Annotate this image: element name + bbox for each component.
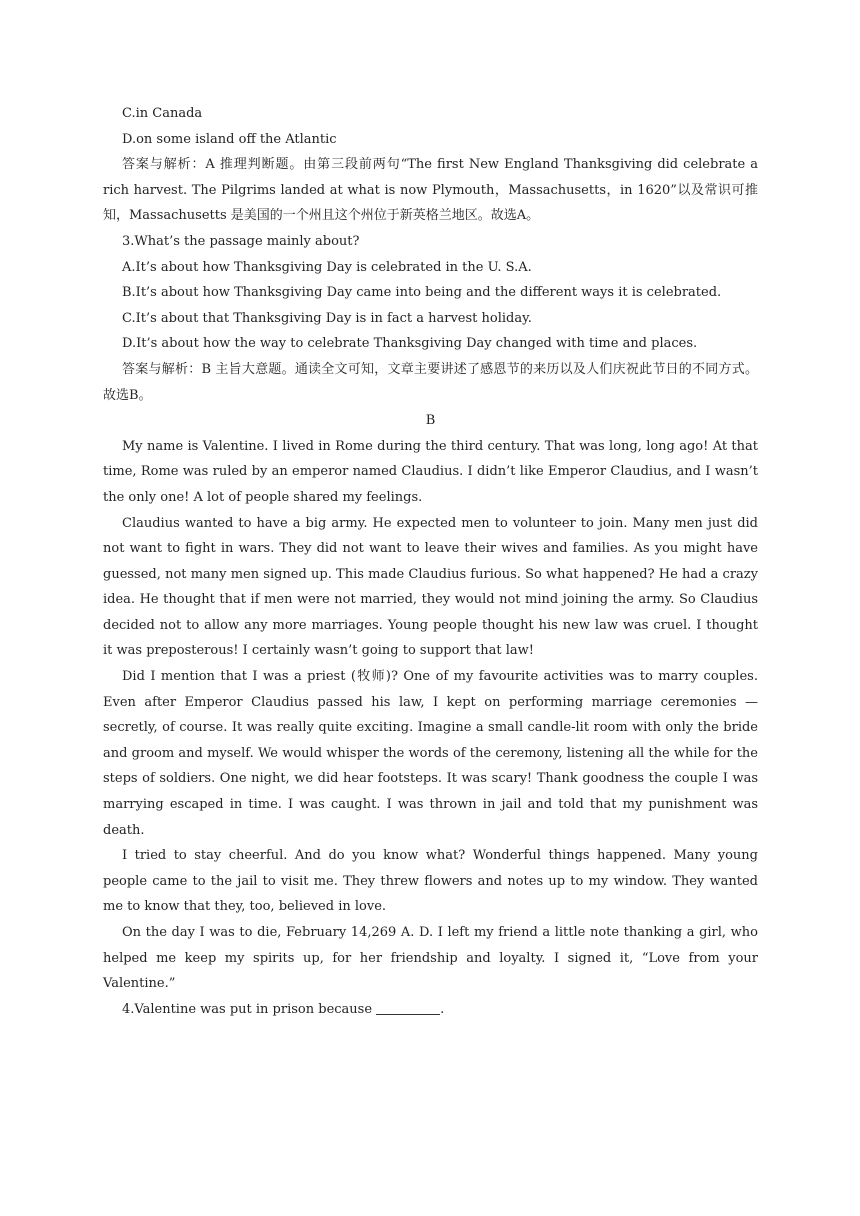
section-heading: B <box>425 413 436 429</box>
question-3: 3.What’s the passage mainly about? <box>122 233 360 249</box>
question-4 <box>103 997 758 1023</box>
passage-paragraph-2: Claudius wanted to have a big army. He expected men to volunteer to join. Many men just did not want to fight in wars. They did not want to leave their wives and families. As you might have guessed, not many men signed up. This made Claudius furious. So what happened? He had a crazy idea. He thought that if men were not married, they would not mind joining the army. So Claudius decided not to allow any more marriages. Young people thought his new law was cruel. I thought it was preposterous! I certainly wasn’t going to support that law! <box>103 515 758 659</box>
question-4-text: 4.Valentine was put in prison because <box>122 1001 373 1017</box>
passage-paragraph-1: My name is Valentine. I lived in Rome during the third century. That was long, long ago! At that time, Rome was ruled by an emperor named Claudius. I didn’t like Emperor Claudius, and I wasn’t the only one! A lot of people shared my feelings. <box>103 438 758 505</box>
document-page <box>103 101 758 1022</box>
answer-explanation-2: 答案与解析：A 推理判断题。由第三段前两句“The first New England Thanksgiving did celebrate a rich harvest. The Pilgrims landed at what is now Plymouth，Massachusetts，in 1620”以及常识可推知，Massachusetts 是美国的一个州且这个州位于新英格兰地区。故选A。 <box>103 157 758 224</box>
q3-option-b: B.It’s about how Thanksgiving Day came into being and the different ways it is celebrated. <box>122 285 722 301</box>
passage-paragraph-4: I tried to stay cheerful. And do you know what? Wonderful things happened. Many young people came to the jail to visit me. They threw flowers and notes up to my window. They wanted me to know that they, too, believed in love. <box>103 848 758 915</box>
question-4-end: . <box>440 1001 445 1017</box>
passage-paragraph-3: Did I mention that I was a priest (牧师)? One of my favourite activities was to marry couples. Even after Emperor Claudius passed his law, I kept on performing marriage ceremonies — secretly, of course. It was really quite exciting. Imagine a small candle-lit room with only the bride and groom and myself. We would whisper the words of the ceremony, listening all the while for the steps of soldiers. One night, we did hear footsteps. It was scary! Thank goodness the couple I was marrying escaped in time. I was caught. I was thrown in jail and told that my punishment was death. <box>103 669 758 838</box>
option-c: C.in Canada <box>122 106 203 121</box>
q3-option-d: D.It’s about how the way to celebrate Thanksgiving Day changed with time and places. <box>122 336 698 352</box>
passage-paragraph-5: On the day I was to die, February 14,269 A. D. I left my friend a little note thanking a girl, who helped me keep my spirits up, for her friendship and loyalty. I signed it, “Love from your Valentine.” <box>103 925 758 992</box>
q3-option-a: A.It’s about how Thanksgiving Day is celebrated in the U. S.A. <box>122 259 532 275</box>
answer-blank <box>376 1000 440 1015</box>
answer-explanation-3: 答案与解析：B 主旨大意题。通读全文可知，文章主要讲述了感恩节的来历以及人们庆祝此节日的不同方式。故选B。 <box>103 361 758 403</box>
q3-option-c: C.It’s about that Thanksgiving Day is in fact a harvest holiday. <box>122 310 532 326</box>
option-d: D.on some island off the Atlantic <box>122 131 337 147</box>
